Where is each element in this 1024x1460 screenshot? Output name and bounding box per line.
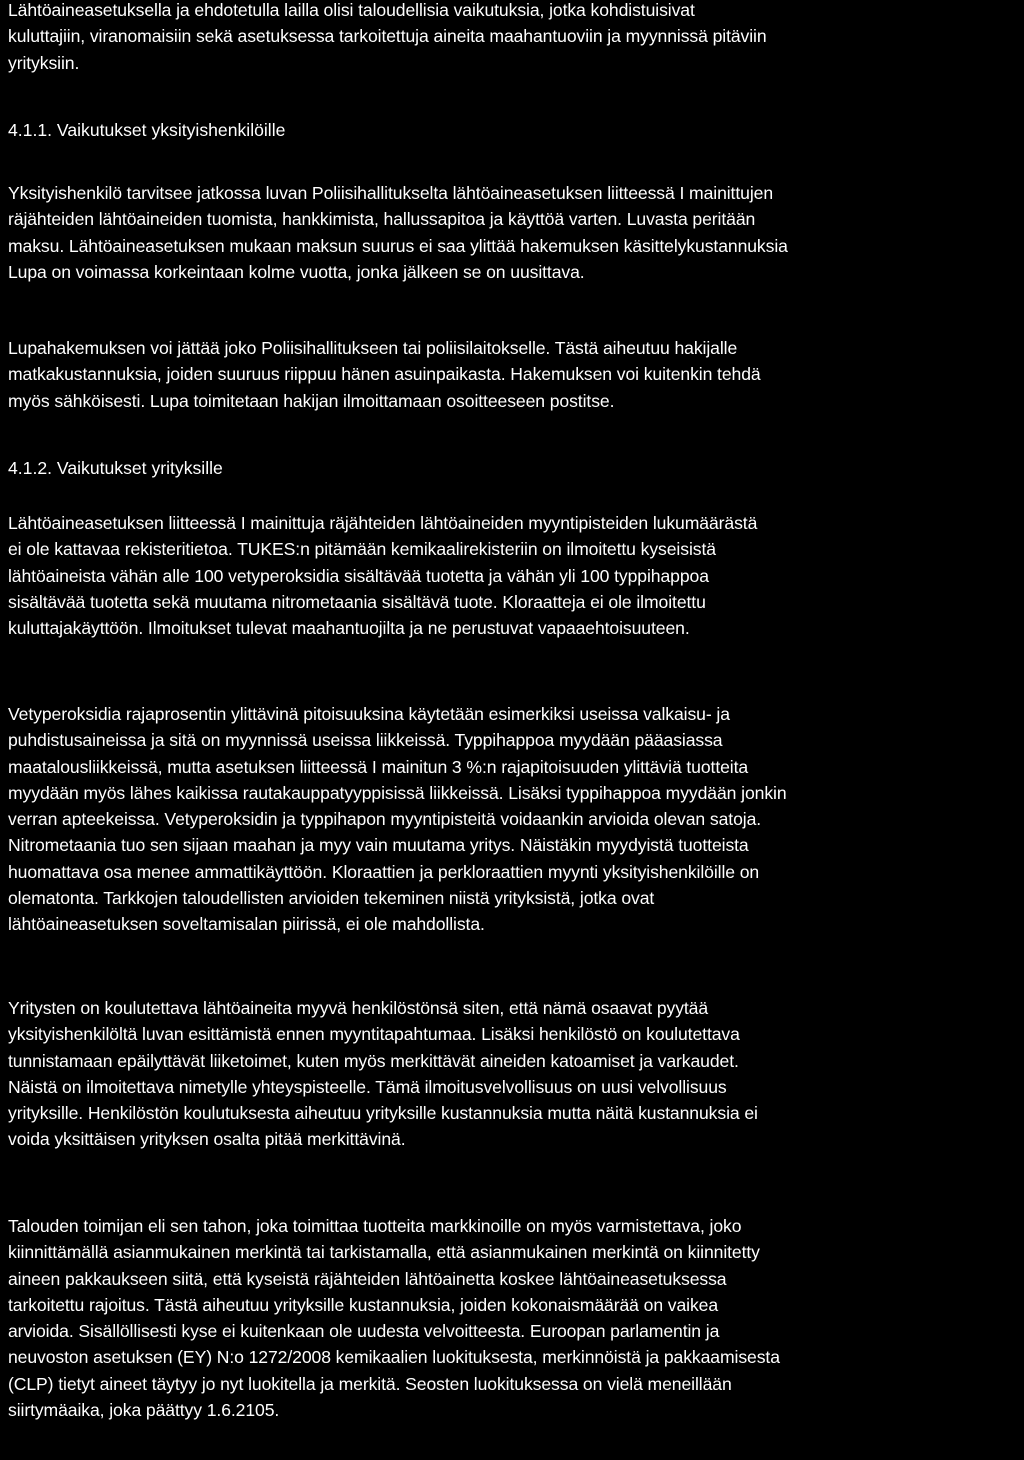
text-line: tarkoitettu rajoitus. Tästä aiheutuu yrityksille kustannuksia, joiden kokonaismäärää on vaikea [8,1294,719,1315]
text-line: (CLP) tietyt aineet täytyy jo nyt luokitella ja merkitä. Seosten luokituksessa on vielä meneillään [8,1373,732,1394]
text-line: räjähteiden lähtöaineiden tuomista, hankkimista, hallussapitoa ja käyttöä varten. Luvasta peritään [8,209,756,230]
companies-paragraph-2 [8,701,1022,938]
text-line: yrityksiin. [8,52,80,73]
text-line: Lähtöaineasetuksella ja ehdotetulla lailla olisi taloudellisia vaikutuksia, jotka kohdistuisivat [8,0,695,20]
text-line: Lupa on voimassa korkeintaan kolme vuotta, jonka jälkeen se on uusittava. [8,261,585,282]
text-line: olematonta. Tarkkojen taloudellisten arvioiden tekeminen niistä yrityksistä, jotka ovat [8,888,655,909]
text-line: Lupahakemuksen voi jättää joko Poliisihallitukseen tai poliisilaitokselle. Tästä aiheutuu hakijalle [8,338,738,358]
text-line: neuvoston asetuksen (EY) N:o 1272/2008 kemikaalien luokituksesta, merkinnöistä ja pakkaamisesta [8,1347,780,1368]
text-line: aineen pakkaukseen siitä, että kyseistä räjähteiden lähtöainetta koskee lähtöaineasetuksessa [8,1268,727,1289]
text-line: ei ole kattavaa rekisteritietoa. TUKES:n pitämään kemikaalirekisteriin on ilmoitettu kyseisistä [8,539,716,560]
text-line: kuluttajakäyttöön. Ilmoitukset tulevat maahantuojilta ja ne perustuvat vapaaehtoisuuteen. [8,618,690,639]
text-line: myydään myös lähes kaikissa rautakauppatyyppisissä liikkeissä. Lisäksi typpihappoa myydään jonkin [8,782,787,803]
text-line: Yksityishenkilö tarvitsee jatkossa luvan Poliisihallitukselta lähtöaineasetuksen liitteessä I mainittujen [8,183,774,203]
text-line: Talouden toimijan eli sen tahon, joka toimittaa tuotteita markkinoille on myös varmistettava, joko [8,1216,742,1236]
text-line: huomattava osa menee ammattikäyttöön. Kloraattien ja perkloraattien myynti yksityishenkilöille on [8,861,760,882]
text-line: Yritysten on koulutettava lähtöaineita myyvä henkilöstönsä siten, että nämä osaavat pyytää [8,998,709,1018]
text-line: maksu. Lähtöaineasetuksen mukaan maksun suurus ei saa ylittää hakemuksen käsittelykustannuksia [8,235,788,256]
text-line: kiinnittämällä asianmukainen merkintä tai tarkistamalla, että asianmukainen merkintä on kiinnitetty [8,1242,760,1263]
companies-paragraph-4 [8,1213,1022,1423]
section-heading-companies [8,455,1022,481]
text-line: yksityishenkilöltä luvan esittämistä ennen myyntitapahtumaa. Lisäksi henkilöstö on koulutettava [8,1024,740,1045]
text-line: verran apteekeissa. Vetyperoksidin ja typpihapon myyntipisteitä voidaankin arvioida olevan satoja. [8,809,762,830]
section-heading: 4.1.1. Vaikutukset yksityishenkilöille [8,120,286,140]
individuals-paragraph-1 [8,180,1022,285]
text-line: Näistä on ilmoitettava nimetylle yhteyspisteelle. Tämä ilmoitusvelvollisuus on uusi velvollisuus [8,1076,727,1097]
text-line: Nitrometaania tuo sen sijaan maahan ja myy vain muutama yritys. Näistäkin myydyistä tuotteista [8,835,749,856]
intro-paragraph [8,0,1022,76]
text-line: voida yksittäisen yrityksen osalta pitää merkittävinä. [8,1129,406,1150]
text-line: Lähtöaineasetuksen liitteessä I mainittuja räjähteiden lähtöaineiden myyntipisteiden lukumäärästä [8,513,758,533]
text-line: lähtöaineasetuksen soveltamisalan piirissä, ei ole mahdollista. [8,914,485,935]
individuals-paragraph-2 [8,335,1022,414]
text-line: arvioida. Sisällöllisesti kyse ei kuitenkaan ole uudesta velvoitteesta. Euroopan parlamentin ja [8,1321,720,1342]
companies-paragraph-1 [8,510,1022,641]
text-line: siirtymäaika, joka päättyy 1.6.2105. [8,1400,280,1421]
text-line: maatalousliikkeissä, mutta asetuksen liitteessä I mainitun 3 %:n rajapitoisuuden ylittäviä tuotteita [8,756,749,777]
text-line: lähtöaineista vähän alle 100 vetyperoksidia sisältävää tuotetta ja vähän yli 100 typpihappoa [8,565,709,586]
text-line: sisältävää tuotetta sekä muutama nitrometaania sisältävä tuote. Kloraatteja ei ole ilmoitettu [8,591,706,612]
section-heading: 4.1.2. Vaikutukset yrityksille [8,458,223,478]
text-line: myös sähköisesti. Lupa toimitetaan hakijan ilmoittamaan osoitteeseen postitse. [8,390,615,411]
text-line: puhdistusaineissa ja sitä on myynnissä useissa liikkeissä. Typpihappoa myydään pääasiassa [8,730,723,751]
text-line: tunnistamaan epäilyttävät liiketoimet, kuten myös merkittävät aineiden katoamiset ja varkaudet. [8,1050,739,1071]
text-line: yrityksille. Henkilöstön koulutuksesta aiheutuu yrityksille kustannuksia mutta näitä kustannuksia ei [8,1103,758,1124]
text-line: Vetyperoksidia rajaprosentin ylittävinä pitoisuuksina käytetään esimerkiksi useissa valkaisu- ja [8,704,730,724]
text-line: kuluttajiin, viranomaisiin sekä asetuksessa tarkoitettuja aineita maahantuoviin ja myynnissä pitäviin [8,26,767,47]
companies-paragraph-3 [8,995,1022,1153]
section-heading-individuals [8,117,1022,143]
text-line: matkakustannuksia, joiden suuruus riippuu hänen asuinpaikasta. Hakemuksen voi kuitenkin tehdä [8,364,761,385]
